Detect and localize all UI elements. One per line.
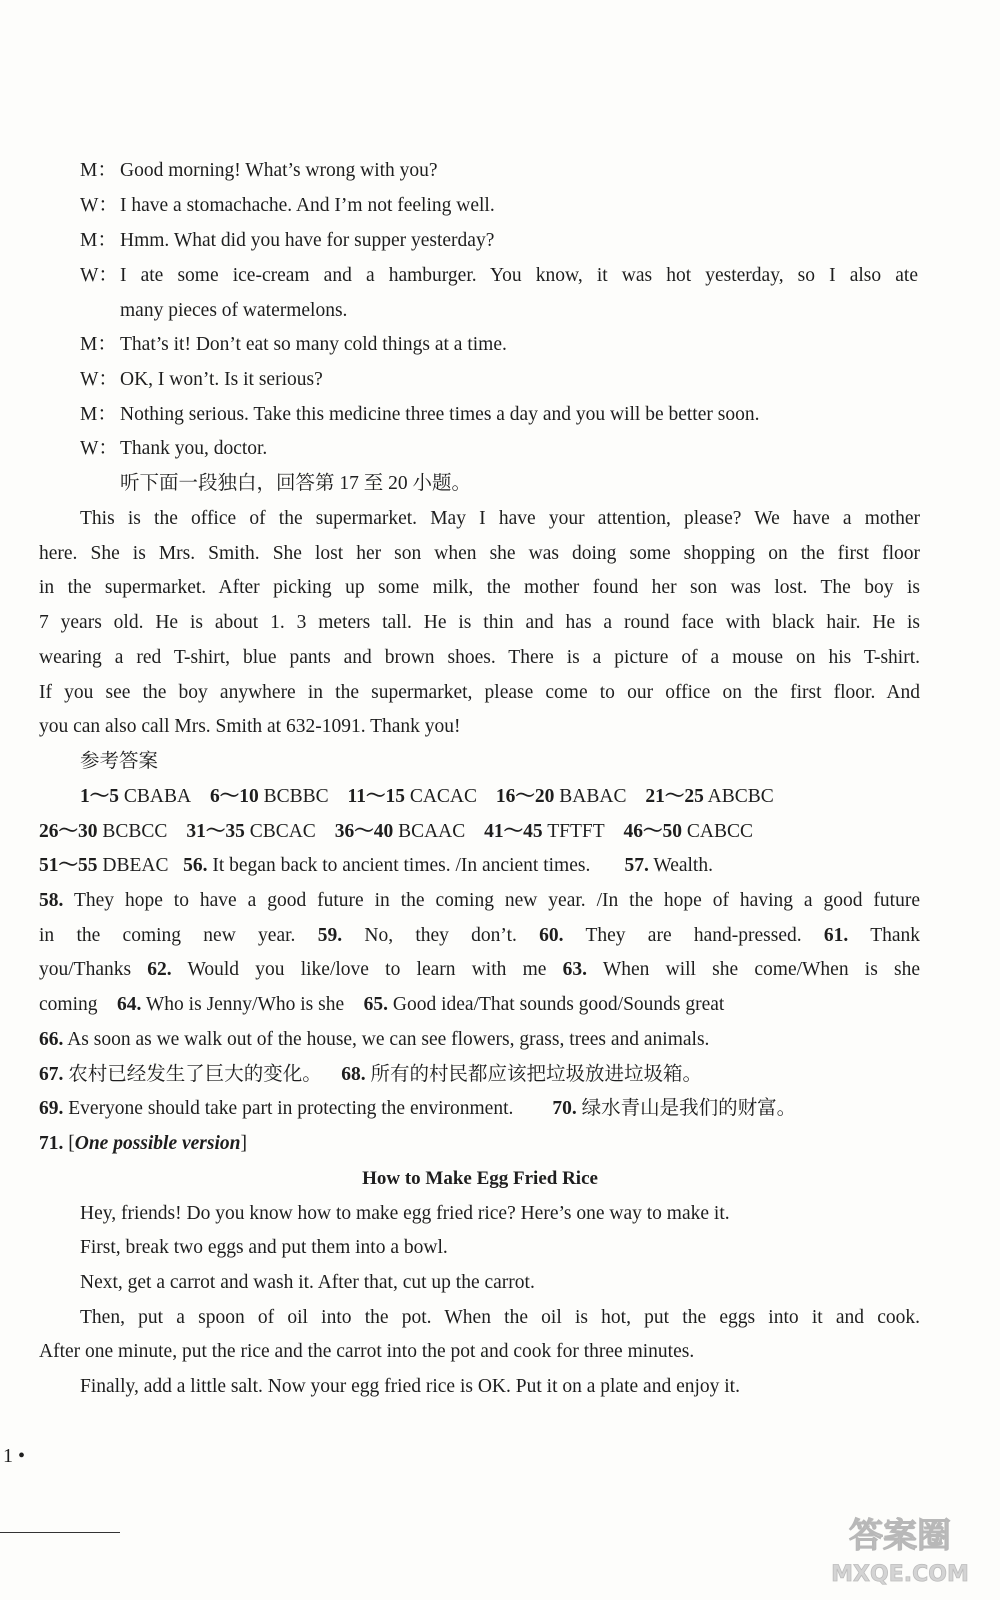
essay-line: After one minute, put the rice and the carrot into the pot and cook for three minutes. (39, 1341, 695, 1362)
watermark-top-text: 答案圈 (849, 1516, 951, 1556)
monologue-line: If you see the boy anywhere in the supermarket, please come to our office on the first floor. And (39, 682, 920, 703)
dialogue-line: M： Good morning! What’s wrong with you? (80, 160, 438, 181)
essay-line: First, break two eggs and put them into a bowl. (80, 1237, 448, 1258)
monologue-line: 7 years old. He is about 1. 3 meters tall. He is thin and has a round face with black hair. He is (39, 612, 920, 633)
monologue-line: This is the office of the supermarket. May I have your attention, please? We have a mother (80, 508, 920, 529)
footer-rule (0, 1532, 120, 1533)
dialogue-line: M： Nothing serious. Take this medicine three times a day and you will be better soon. (80, 404, 760, 425)
essay-line: Next, get a carrot and wash it. After that, cut up the carrot. (80, 1272, 535, 1293)
answer-row: you/Thanks 62. Would you like/love to learn with me 63. When will she come/When is she (39, 959, 920, 980)
essay-line: Finally, add a little salt. Now your egg fried rice is OK. Put it on a plate and enjoy it. (80, 1376, 740, 1397)
essay-line: Then, put a spoon of oil into the pot. When the oil is hot, put the eggs into it and cook. (80, 1307, 920, 1328)
watermark-bottom-text: MXQE.COM (831, 1562, 969, 1587)
mc-answer-row: 26～30 BCBCC 31～35 CBCAC 36～40 BCAAC 41～45 TFTFT 46～50 CABCC (39, 821, 753, 842)
dialogue-line: M： Hmm. What did you have for supper yesterday? (80, 230, 495, 251)
answer-row: 51～55 DBEAC 56. It began back to ancient times. /In ancient times. 57. Wealth. (39, 855, 713, 876)
monologue-line: here. She is Mrs. Smith. She lost her son when she was doing some shopping on the first floor (39, 543, 920, 564)
dialogue-line: W： OK, I won’t. Is it serious? (80, 369, 323, 390)
answer-row: in the coming new year. 59. No, they don’t. 60. They are hand-pressed. 61. Thank (39, 925, 921, 946)
dialogue-line: M： That’s it! Don’t eat so many cold things at a time. (80, 334, 507, 355)
page-number: 1 • (3, 1445, 26, 1467)
watermark-logo (825, 1505, 975, 1590)
dialogue-line: W： Thank you, doctor. (80, 438, 268, 459)
monologue-line: in the supermarket. After picking up some milk, the mother found her son was lost. The boy is (39, 577, 920, 598)
answer-row: 69. Everyone should take part in protecting the environment. 70. 绿水青山是我们的财富。 (39, 1098, 797, 1119)
answer-row: coming 64. Who is Jenny/Who is she 65. Good idea/That sounds good/Sounds great (39, 994, 725, 1015)
monologue-line: wearing a red T-shirt, blue pants and brown shoes. There is a picture of a mouse on his T-shirt. (39, 647, 920, 668)
monologue-intro: 听下面一段独白，回答第 17 至 20 小题。 (120, 473, 472, 494)
mc-answer-row: 1～5 CBABA 6～10 BCBBC 11～15 CACAC 16～20 BABAC 21～25 ABCBC (80, 786, 774, 807)
answer-row: 67. 农村已经发生了巨大的变化。 68. 所有的村民都应该把垃圾放进垃圾箱。 (39, 1064, 703, 1085)
monologue-line: you can also call Mrs. Smith at 632-1091. Thank you! (39, 716, 461, 737)
dialogue-line-continued: many pieces of watermelons. (120, 300, 348, 321)
essay-title: How to Make Egg Fried Rice (362, 1168, 598, 1189)
dialogue-line: W： I ate some ice-cream and a hamburger. You know, it was hot yesterday, so I also ate (80, 265, 918, 286)
answer-row: 71. [One possible version] (39, 1133, 247, 1154)
essay-line: Hey, friends! Do you know how to make egg fried rice? Here’s one way to make it. (80, 1203, 730, 1224)
answers-heading: 参考答案 (80, 751, 159, 772)
answer-row: 58. They hope to have a good future in the coming new year. /In the hope of having a good future (39, 890, 920, 911)
dialogue-line: W： I have a stomachache. And I’m not feeling well. (80, 195, 495, 216)
answer-row: 66. As soon as we walk out of the house, we can see flowers, grass, trees and animals. (39, 1029, 710, 1050)
